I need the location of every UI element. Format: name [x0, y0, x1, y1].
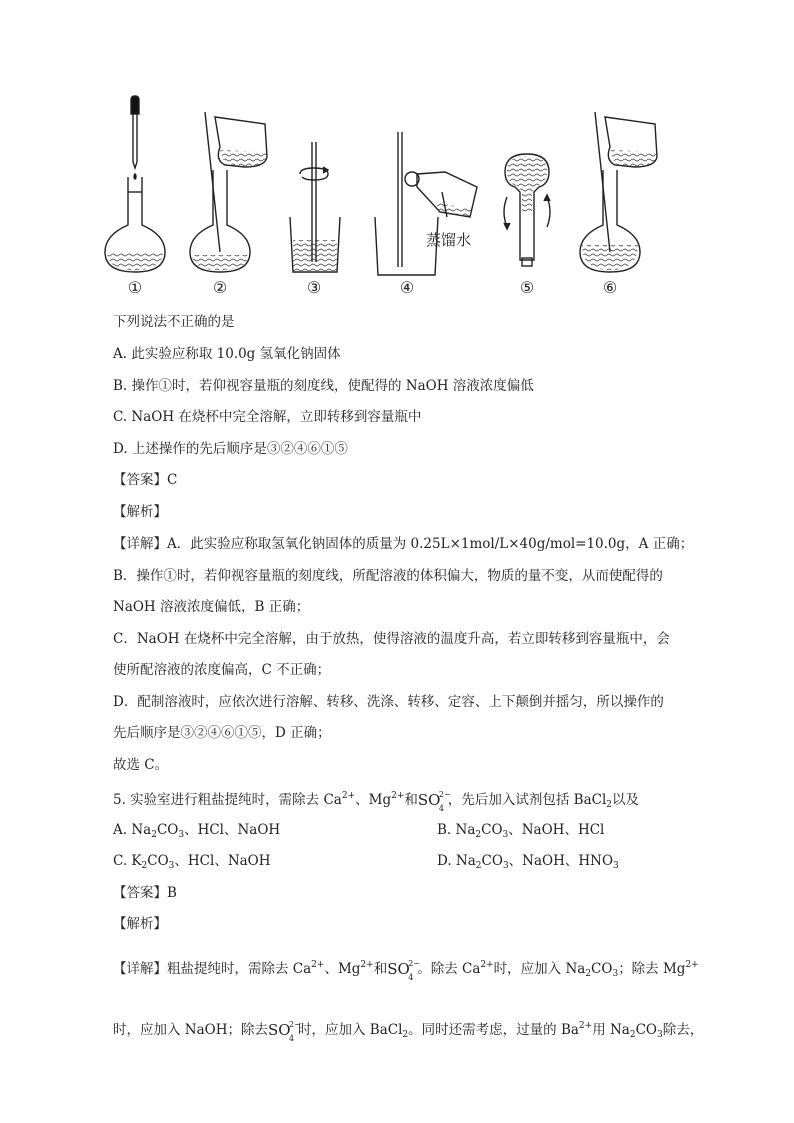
detail-text: A．此实验应称取氢氧化钠固体的质量为 0.25L×1mol/L×40g/mol=10.0g，A 正确； [167, 536, 694, 552]
answer-value: C [167, 472, 178, 488]
beaker-washing [375, 132, 477, 275]
figure-label-6: ⑥ [602, 278, 618, 297]
beaker-stirring [290, 142, 340, 272]
q4-detail-4: C．NaOH 在烧杯中完全溶解，由于放热，使得溶液的温度升高，若立即转移到容量瓶中，会 [113, 631, 670, 647]
q5-option-a: A. $Na_2CO_3$、HCl、NaOH [113, 822, 281, 840]
q4-option-b: B. 操作①时，若仰视容量瓶的刻度线，使配得的 NaOH 溶液浓度偏低 [113, 378, 534, 394]
volumetric-flask-6 [580, 112, 657, 272]
q5-option-d: D. $Na_2CO_3$、NaOH、$HNO_3$ [437, 853, 619, 871]
q5-detail-2: 时，应加入 NaOH；除去 SO 2− 4 时，应加入 BaCl$_2$。同时还需考虑，过量的 $Ba^{2+}$用 $Na_2CO_3$除去， [113, 1020, 704, 1043]
q4-detail-3: NaOH 溶液浓度偏低，B 正确； [113, 599, 310, 615]
q5-option-c: C. $K_2CO_3$、HCl、NaOH [113, 853, 271, 871]
sulfate-ion: SO 2− 4 [417, 790, 451, 813]
q4-option-d: D. 上述操作的先后顺序是③②④⑥①⑤ [113, 441, 348, 457]
q4-option-c: C. NaOH 在烧杯中完全溶解，立即转移到容量瓶中 [113, 409, 422, 425]
answer-tag: 【答案】 [113, 472, 167, 488]
figure-label-1: ① [127, 278, 143, 297]
volumetric-flask-2 [190, 112, 267, 272]
answer-tag: 【答案】 [113, 885, 167, 901]
figure-label-5: ⑤ [519, 278, 535, 297]
q4-detail-7: 先后顺序是③②④⑥①⑤，D 正确； [113, 725, 331, 741]
figure-label-4: ④ [399, 278, 415, 297]
q4-detail-1 [113, 534, 693, 554]
q5-option-b: B. $Na_2CO_3$、NaOH、HCl [437, 822, 605, 840]
q4-stem: 下列说法不正确的是 [113, 314, 235, 330]
q4-detail-8: 故选 C。 [113, 757, 169, 773]
figure-label-3: ③ [306, 278, 322, 297]
answer-value: B [167, 885, 177, 901]
q4-detail-5: 使所配溶液的浓度偏高，C 不正确； [113, 662, 331, 678]
figure-label-2: ② [212, 278, 228, 297]
flask-inverted [504, 154, 550, 266]
q5-detail-1: 【详解】粗盐提纯时，需除去 $Ca^{2+}$、$Mg^{2+}$和 SO 2− 4 。除去 $Ca^{2+}$时，应加入 $Na_2CO_3$；除去 $Mg^{2+}$ [113, 959, 699, 982]
volumetric-flask-1 [105, 96, 165, 272]
q5-stem: 5. 实验室进行粗盐提纯时，需除去 $Ca^{2+}$、$Mg^{2+}$和 SO 2− 4 ，先后加入试剂包括 BaCl$_2$以及 [113, 790, 640, 813]
apparatus-drawings [95, 92, 715, 307]
q4-option-a: A. 此实验应称取 10.0g 氢氧化钠固体 [113, 346, 341, 362]
q5-analysis-tag: 【解析】 [113, 916, 167, 932]
q5-answer [113, 883, 177, 903]
detail-tag: 【详解】 [113, 536, 167, 552]
experiment-figure [95, 92, 715, 307]
sulfate-ion: SO 2− 4 [268, 1020, 301, 1043]
sulfate-ion: SO 2− 4 [387, 959, 420, 982]
q4-analysis-tag: 【解析】 [113, 504, 167, 520]
distilled-water-label: 蒸馏水 [426, 231, 472, 249]
q4-detail-2: B．操作①时，若仰视容量瓶的刻度线，所配溶液的体积偏大，物质的量不变，从而使配得的 [113, 568, 663, 584]
q4-answer [113, 470, 177, 490]
q4-detail-6: D．配制溶液时，应依次进行溶解、转移、洗涤、转移、定容、上下颠倒并摇匀，所以操作的 [113, 694, 664, 710]
